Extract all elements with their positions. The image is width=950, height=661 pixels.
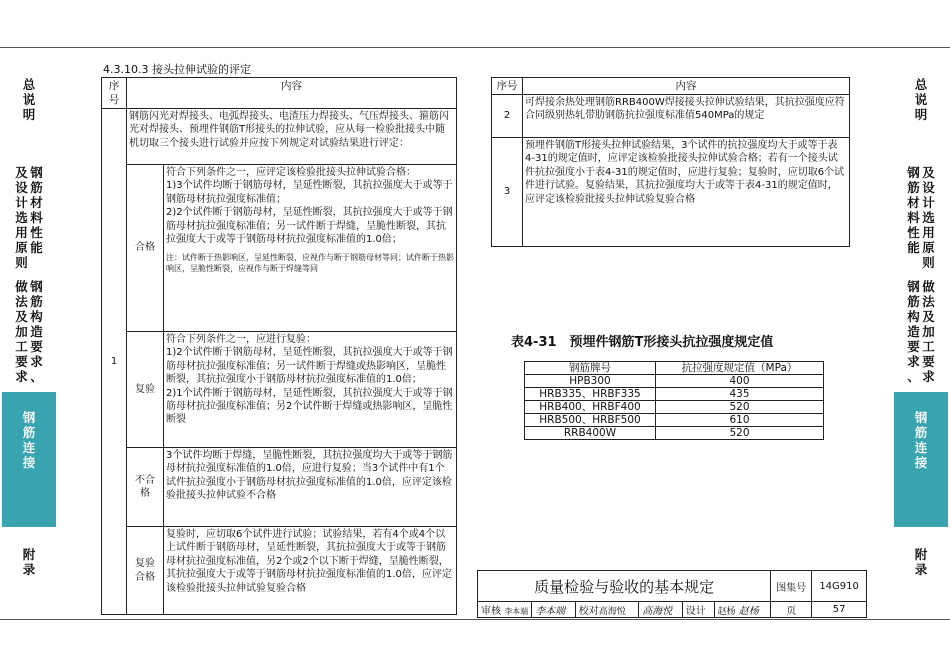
side-tab-char: 性 [30,225,43,240]
side-tab-char: 则 [15,255,28,270]
evaluation-table [101,77,457,615]
vertical-label-part: 合格 [135,571,155,583]
table-4-31-caption: 表4-31 预埋件钢筋T形接头抗拉强度规定值 [511,335,774,350]
side-tab-char: 钢 [30,165,43,180]
side-tab-char: 计 [15,195,28,210]
side-tab-overview[interactable] [2,77,56,137]
side-tab-steel-construction[interactable] [2,279,56,397]
side-tab-char: 求 [30,354,43,369]
bottom-rule [0,619,950,620]
side-tab-char: 用 [15,225,28,240]
checker-signature: 高海悦 [639,602,683,618]
atlas-no: 14G910 [812,571,867,602]
side-tab-char: 原 [15,240,28,255]
side-tab-char: 及 [15,165,28,180]
row-no: 1 [102,109,127,615]
side-tab-char: 计 [922,195,935,210]
side-tab-char: 性 [907,225,920,240]
side-tab-char: 做 [922,279,935,294]
side-tab-char: 明 [22,107,36,122]
side-tab-char: 工 [922,339,935,354]
side-tab-char: 材 [30,195,43,210]
cond-pass-line: 符合下列条件之一，应评定该检验批接头拉伸试验合格： [166,167,416,178]
side-tab-appendix[interactable] [2,547,56,597]
side-tab-char: 材 [907,195,920,210]
side-tab-steel-performance[interactable] [2,165,56,275]
label-pass: 合格 [127,165,164,332]
side-tab-char: 明 [914,107,928,122]
side-tab-char: 造 [30,324,43,339]
side-tab-char: 构 [907,309,920,324]
page-label: 页 [771,602,812,618]
side-tab-char: 及 [922,165,935,180]
side-tab-char: 设 [15,180,28,195]
side-tab-char: 法 [15,294,28,309]
side-tab-char: 钢 [30,279,43,294]
cond-retest-line: 1)2个试件断于钢筋母材，呈延性断裂，其抗拉强度大于或等于钢筋母材抗拉强度标准值；另一试件断于焊缝或热影响区，呈脆性断裂，其抗拉强度小于钢筋母材抗拉强度标准值的1.0倍； [166,347,453,386]
side-tab-char: 筋 [30,180,43,195]
side-tab-steel-connection-right[interactable] [894,392,948,527]
header-no: 序号 [102,78,127,109]
left-side-nav [2,47,56,619]
side-tab-char: 能 [30,240,43,255]
check-label: 校对高海悦 [575,602,639,618]
side-tab-char: 接 [914,455,928,470]
review-label: 审核 李本端 [478,602,532,618]
side-tab-appendix-right[interactable] [894,547,948,597]
side-tab-char: 总 [22,77,36,92]
label-retest-pass [127,527,164,615]
designer-name: 赵杨 赵杨 [714,602,771,618]
side-tab-char: 及 [15,309,28,324]
header-content: 内容 [127,78,457,109]
right-row-text: 预埋件钢筋T形接头拉伸试验结果，3个试件的抗拉强度均大于或等于表4-31的规定值时，应评定该检验批接头拉伸试验合格；若有一个接头试件抗拉强度小于表4-31的规定值时，应进行复验；复验时，应切取6个试件进行试验。复验结果，其抗拉强度均大于或等于表4-31的规定值时，应评定该检验批接头拉伸试验复验合格 [523,138,850,247]
t431-cell: 435 [656,388,824,401]
t431-cell: HRB335、HRBF335 [525,388,656,401]
side-tab-char: 要 [922,354,935,369]
side-tab-char: 筋 [914,425,928,440]
cond-retest-pass: 复验时，应切取6个试件进行试验；试验结果，若有4个或4个以上试件断于钢筋母材，呈延性断裂，其抗拉强度大于或等于钢筋母材抗拉强度标准值，另2个或2个以下断于焊缝，呈脆性断裂，其抗拉强度大于或等于钢筋母材抗拉强度标准值的1.0倍，应评定该检验批接头拉伸试验复验合格 [164,527,457,615]
label-fail [127,448,164,527]
t431-cell: 520 [656,427,824,440]
cond-pass-line: 2)2个试件断于钢筋母材，呈延性断裂，其抗拉强度大于或等于钢筋母材抗拉强度标准值；另一试件断于焊缝，呈脆性断裂，其抗拉强度大于或等于钢筋母材抗拉强度标准值的1.0倍； [166,207,453,246]
t431-cell: 400 [656,375,824,388]
t431-cell: 610 [656,414,824,427]
side-tab-char: 、 [907,369,920,384]
side-tab-char: 原 [922,240,935,255]
side-tab-steel-performance-right[interactable] [894,165,948,275]
side-tab-char: 钢 [22,410,36,425]
side-tab-char: 、 [30,369,43,384]
side-tab-char: 设 [922,180,935,195]
side-tab-char: 选 [15,210,28,225]
cond-retest-line: 符合下列条件之一，应进行复验： [166,334,316,345]
atlas-label: 图集号 [771,571,812,602]
side-tab-char: 选 [922,210,935,225]
side-tab-char: 做 [15,279,28,294]
reviewer-signature: 李本端 [532,602,576,618]
cond-fail: 3个试件均断于焊缝，呈脆性断裂，其抗拉强度均大于或等于钢筋母材抗拉强度标准值的1.0倍，应进行复验；当3个试件中有1个试件抗拉强度小于钢筋母材抗拉强度标准值的1.0倍，应评定该检验批接头拉伸试验不合格 [164,448,457,527]
cond-pass-line: 1)3个试件均断于钢筋母材，呈延性断裂，其抗拉强度大于或等于钢筋母材抗拉强度标准值； [166,180,453,205]
side-tab-char: 及 [922,309,935,324]
side-tab-char: 料 [30,210,43,225]
label-retest: 复验 [127,332,164,448]
side-tab-char: 筋 [30,294,43,309]
side-tab-char: 钢 [907,165,920,180]
design-label: 设计 [682,602,714,618]
right-row-no: 2 [492,95,523,138]
side-tab-char: 连 [22,440,36,455]
side-tab-char: 求 [15,369,28,384]
t431-header: 钢筋牌号 [525,362,656,375]
side-tab-char: 用 [922,225,935,240]
side-tab-char: 求 [922,369,935,384]
right-header-content: 内容 [523,78,850,95]
side-tab-char: 加 [922,324,935,339]
t431-cell: HPB300 [525,375,656,388]
vertical-label-part: 不合 [135,474,155,486]
t431-cell: RRB400W [525,427,656,440]
side-tab-char: 则 [922,255,935,270]
right-side-nav [894,47,948,619]
side-tab-steel-connection[interactable] [2,392,56,527]
side-tab-char: 要 [30,339,43,354]
side-tab-char: 求 [907,354,920,369]
side-tab-char: 构 [30,309,43,324]
side-tab-char: 要 [907,339,920,354]
side-tab-char: 造 [907,324,920,339]
side-tab-char: 加 [15,324,28,339]
t431-header: 抗拉强度规定值（MPa） [656,362,824,375]
side-tab-char: 筋 [907,294,920,309]
cond-retest [164,332,457,448]
page-no: 57 [812,602,867,618]
right-row-text: 可焊接余热处理钢筋RRB400W焊接接头拉伸试验结果，其抗拉强度应符合同级别热轧带肋钢筋抗拉强度标准值540MPa的规定 [523,95,850,138]
side-tab-char: 工 [15,339,28,354]
side-tab-char: 筋 [907,180,920,195]
side-tab-overview-right[interactable] [894,77,948,137]
side-tab-char: 料 [907,210,920,225]
side-tab-char: 说 [914,92,928,107]
side-tab-steel-construction-right[interactable] [894,279,948,397]
t431-cell: 520 [656,401,824,414]
intro-text: 钢筋闪光对焊接头、电弧焊接头、电渣压力焊接头、气压焊接头、箍筋闪光对焊接头、预埋件钢筋T形接头的拉伸试验，应从每一检验批接头中随机切取三个接头进行试验并应按下列规定对试验结果进行评定： [127,109,457,165]
right-table [491,77,850,247]
side-tab-char: 法 [922,294,935,309]
side-tab-char: 录 [914,562,928,577]
title-block [477,570,867,618]
vertical-label-part: 格 [140,488,150,499]
cond-retest-line: 2)1个试件断于钢筋母材，呈延性断裂，其抗拉强度大于或等于钢筋母材抗拉强度标准值；另2个试件断于焊缝或热影响区，呈脆性断裂 [166,387,453,426]
right-row-no: 3 [492,138,523,247]
cond-pass [164,165,457,332]
side-tab-char: 筋 [22,425,36,440]
side-tab-char: 要 [15,354,28,369]
right-header-no: 序号 [492,78,523,95]
side-tab-char: 钢 [907,279,920,294]
vertical-label-part: 复验 [135,558,155,570]
t431-cell: HRB400、HRBF400 [525,401,656,414]
drawing-title: 质量检验与验收的基本规定 [478,571,771,602]
side-tab-char: 能 [907,240,920,255]
section-heading: 4.3.10.3 接头拉伸试验的评定 [103,63,251,76]
side-tab-char: 附 [22,547,36,562]
side-tab-char: 总 [914,77,928,92]
side-tab-char: 连 [914,440,928,455]
side-tab-char: 附 [914,547,928,562]
side-tab-char: 录 [22,562,36,577]
cond-pass-note: 注：试件断于热影响区，呈延性断裂，应视作与断于钢筋母材等同；试件断于热影响区，呈脆性断裂，应视作与断于焊缝等同 [166,253,454,274]
t431-cell: HRB500、HRBF500 [525,414,656,427]
side-tab-char: 接 [22,455,36,470]
side-tab-char: 说 [22,92,36,107]
table-4-31 [524,361,824,440]
top-rule [0,47,950,48]
side-tab-char: 钢 [914,410,928,425]
